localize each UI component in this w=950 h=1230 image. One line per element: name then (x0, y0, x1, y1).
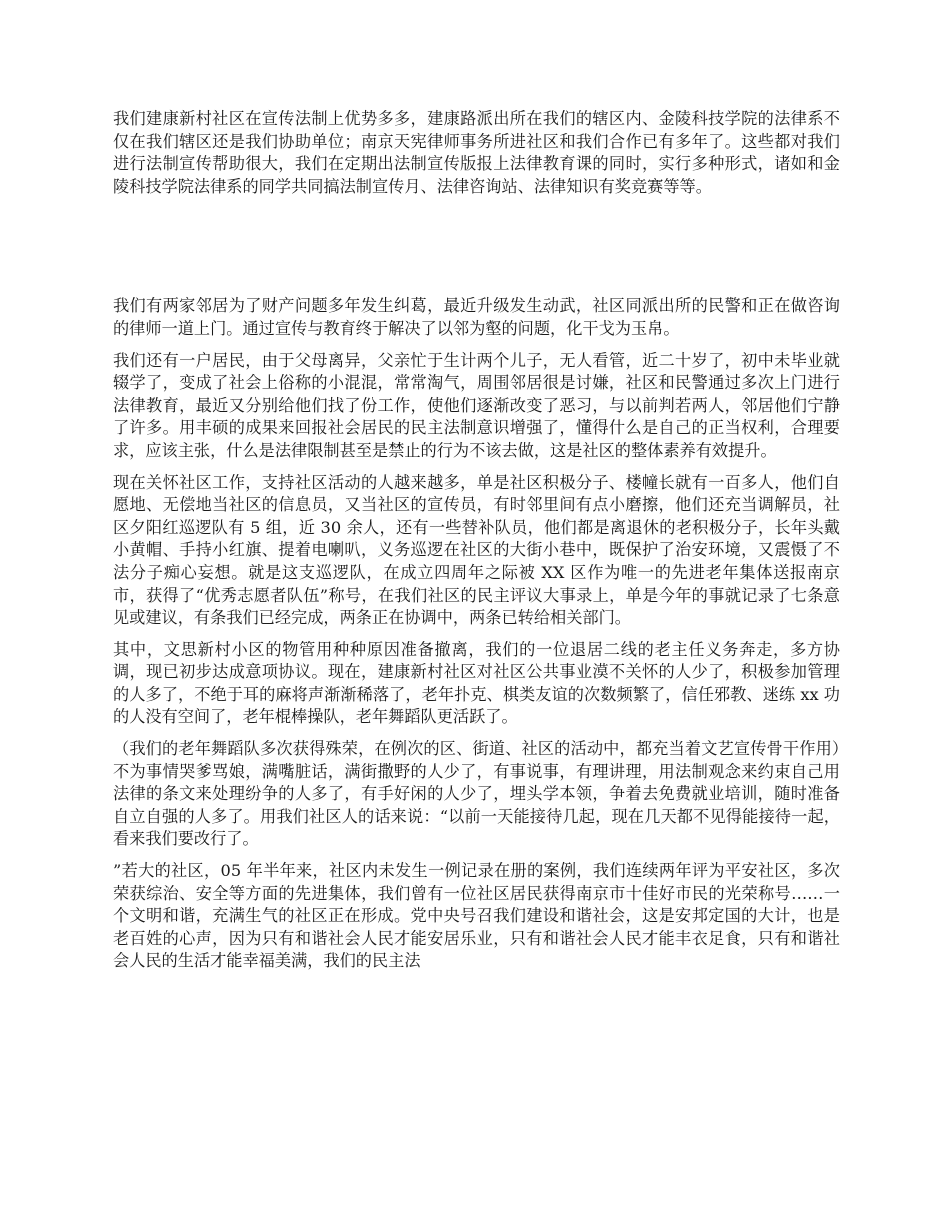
paragraph-6: （我们的老年舞蹈队多次获得殊荣，在例次的区、街道、社区的活动中，都充当着文艺宣传骨干作用）不为事情哭爹骂娘，满嘴脏话，满街撒野的人少了，有事说事，有理讲理，用法制观念来约束自己用法律的条文来处理纷争的人多了，有手好闲的人少了，埋头学本领，争着去免费就业培训，随时准备自立自强的人多了。用我们社区人的话来说：“以前一天能接待几起，现在几天都不见得能接待一起，看来我们要改行了。 (113, 739, 840, 849)
paragraph-gap (113, 207, 840, 295)
paragraph-7: ”若大的社区，05 年半年来，社区内未发生一例记录在册的案例，我们连续两年评为平安社区，多次荣获综治、安全等方面的先进集体，我们曾有一位社区居民获得南京市十佳好市民的光荣称号……一个文明和谐，充满生气的社区正在形成。党中央号召我们建设和谐社会，这是安邦定国的大计，也是老百姓的心声，因为只有和谐社会人民才能安居乐业，只有和谐社会人民才能丰衣足食，只有和谐社会人民的生活才能幸福美满，我们的民主法 (113, 861, 840, 971)
paragraph-1: 我们建康新村社区在宣传法制上优势多多，建康路派出所在我们的辖区内、金陵科技学院的法律系不仅在我们辖区还是我们协助单位；南京天宪律师事务所进社区和我们合作已有多年了。这些都对我们进行法制宣传帮助很大，我们在定期出法制宣传版报上法律教育课的同时，实行多种形式，诸如和金陵科技学院法律系的同学共同搞法制宣传月、法律咨询站、法律知识有奖竞赛等等。 (113, 109, 840, 196)
paragraph-5: 其中，文思新村小区的物管用种种原因准备撤离，我们的一位退居二线的老主任义务奔走，多方协调，现已初步达成意项协议。现在，建康新村社区对社区公共事业漠不关怀的人少了，积极参加管理的人多了，不绝于耳的麻将声渐渐稀落了，老年扑克、棋类友谊的次数频繁了，信任邪教、迷练 xx 功的人没有空间了，老年棍棒操队，老年舞蹈队更活跃了。 (113, 639, 840, 727)
document-body (113, 108, 840, 982)
paragraph-4: 现在关怀社区工作，支持社区活动的人越来越多，单是社区积极分子、楼幢长就有一百多人，他们自愿地、无偿地当社区的信息员，又当社区的宣传员，有时邻里间有点小磨擦，他们还充当调解员，社区夕阳红巡逻队有 5 组，近 30 余人，还有一些替补队员，他们都是离退休的老积极分子，长年头戴小黄帽、手持小红旗、提着电喇叭，义务巡逻在社区的大街小巷中，既保护了治安环境，又震慑了不法分子痴心妄想。就是这支巡逻队，在成立四周年之际被 XX 区作为唯一的先进老年集体送报南京市，获得了“优秀志愿者队伍”称号，在我们社区的民主评议大事录上，单是今年的事就记录了七条意见或建议，有条我们已经完成，两条正在协调中，两条已转给相关部门。 (113, 472, 840, 628)
paragraph-3: 我们还有一户居民，由于父母离异，父亲忙于生计两个儿子，无人看管，近二十岁了，初中未毕业就辍学了，变成了社会上俗称的小混混，常常淘气，周围邻居很是讨嫌，社区和民警通过多次上门进行法律教育，最近又分别给他们找了份工作，使他们逐渐改变了恶习，与以前判若两人，邻居他们宁静了许多。用丰硕的成果来回报社会居民的民主法制意识增强了，懂得什么是自己的正当权利，合理要求，应该主张，什么是法律限制甚至是禁止的行为不该去做，这是社区的整体素养有效提升。 (113, 350, 840, 460)
paragraph-2: 我们有两家邻居为了财产问题多年发生纠葛，最近升级发生动武，社区同派出所的民警和正在做咨询的律师一道上门。通过宣传与教育终于解决了以邻为壑的问题，化干戈为玉帛。 (113, 296, 840, 338)
